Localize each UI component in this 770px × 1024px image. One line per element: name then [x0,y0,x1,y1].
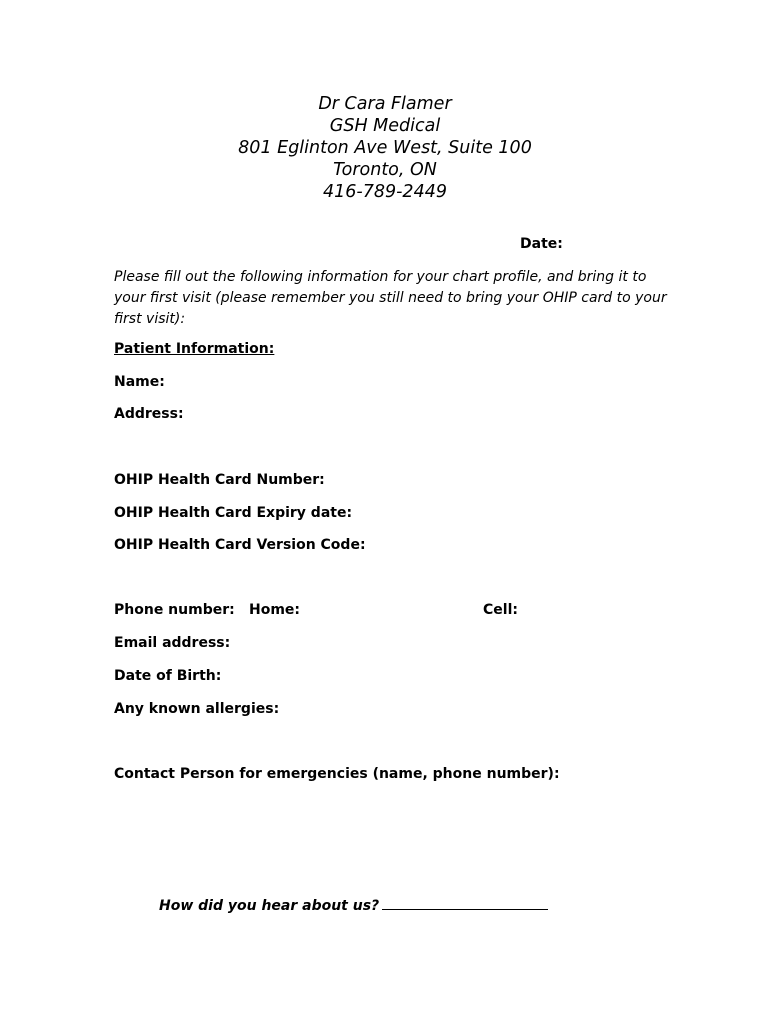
section-title: Patient Information: [114,341,275,357]
date-label: Date: [520,236,563,252]
referral-question [159,895,548,915]
home-phone-label: Home: [249,602,301,618]
emergency-contact-label: Contact Person for emergencies (name, phone number): [114,766,560,782]
allergies-label: Any known allergies: [114,701,280,717]
cell-phone-label: Cell: [483,602,518,618]
ohip-expiry-label: OHIP Health Card Expiry date: [114,505,353,521]
clinic-street: 801 Eglinton Ave West, Suite 100 [238,138,532,158]
clinic-name: GSH Medical [329,116,441,136]
name-label: Name: [114,374,165,390]
clinic-phone: 416-789-2449 [323,182,447,202]
referral-question-text: How did you hear about us? [159,898,380,914]
email-label: Email address: [114,635,231,651]
phone-number-label: Phone number: [114,602,235,618]
clinic-city: Toronto, ON [333,160,437,180]
ohip-number-label: OHIP Health Card Number: [114,472,325,488]
letterhead [0,93,770,203]
dob-label: Date of Birth: [114,668,222,684]
intro-text: Please fill out the following information for your chart profile, and bring it to your first visit (please remember you still need to bring your OHIP card to your first visit): [114,269,667,327]
doctor-name: Dr Cara Flamer [318,94,452,114]
address-label: Address: [114,406,184,422]
referral-answer-line[interactable] [382,895,548,910]
ohip-version-label: OHIP Health Card Version Code: [114,537,366,553]
